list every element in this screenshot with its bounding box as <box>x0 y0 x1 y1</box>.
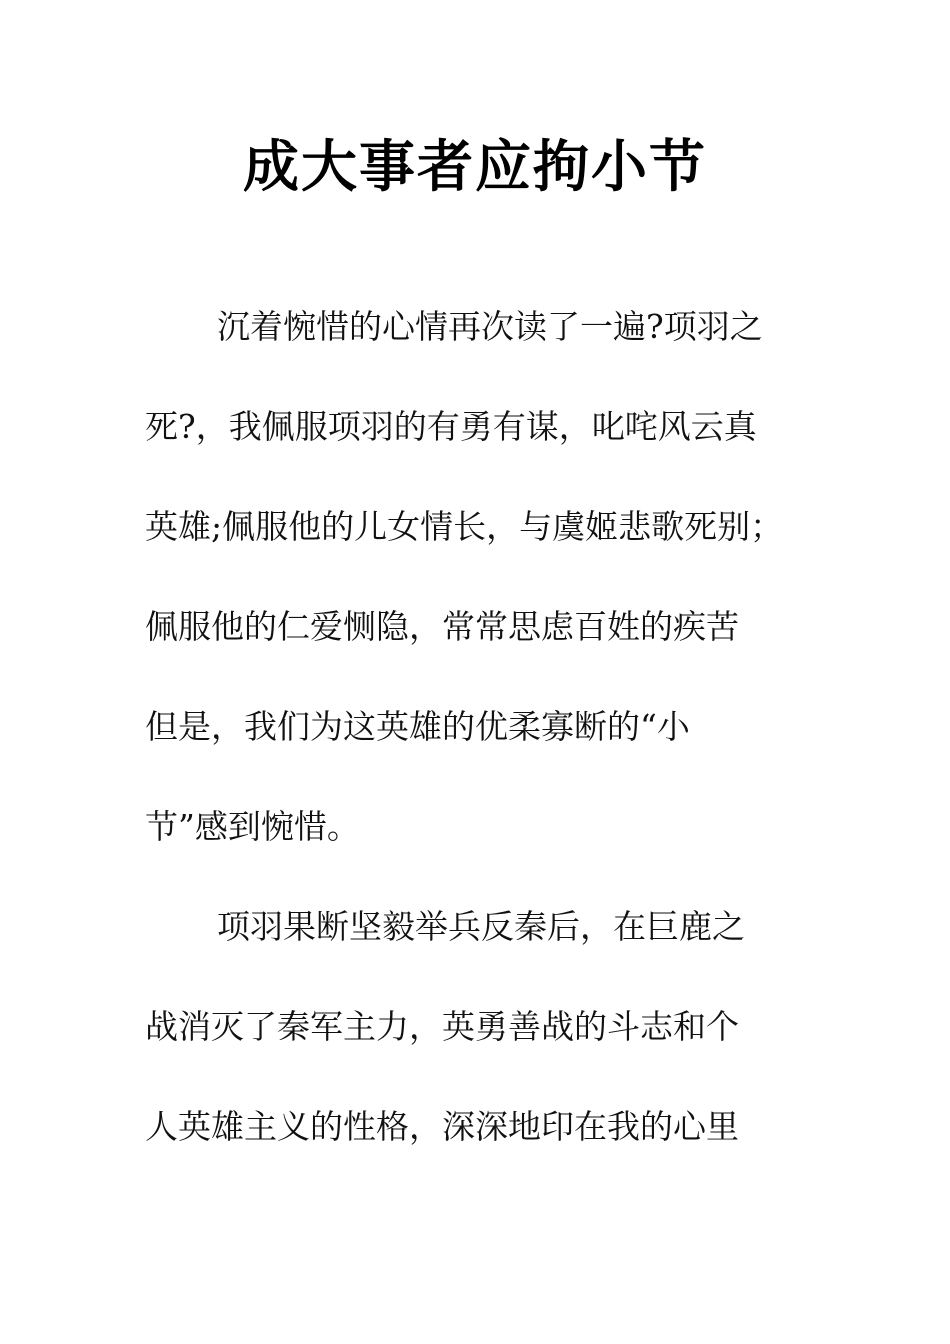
paragraph-line: 项羽果断坚毅举兵反秦后，在巨鹿之 <box>217 907 745 946</box>
paragraph-line: 战消灭了秦军主力，英勇善战的斗志和个 <box>145 1007 739 1046</box>
paragraph-line: 节”感到惋惜。 <box>145 807 360 846</box>
paragraph-line: 死?，我佩服项羽的有勇有谋，叱咤风云真 <box>145 407 757 446</box>
paragraph-line: 英雄;佩服他的儿女情长，与虞姬悲歌死别； <box>145 507 784 546</box>
document-title: 成大事者应拘小节 <box>243 135 707 200</box>
paragraph-line: 沉着惋惜的心情再次读了一遍?项羽之 <box>217 307 763 346</box>
paragraph-line: 但是，我们为这英雄的优柔寡断的“小 <box>145 707 690 746</box>
paragraph-line: 人英雄主义的性格，深深地印在我的心里 <box>145 1107 739 1146</box>
paragraph-line: 佩服他的仁爱恻隐，常常思虑百姓的疾苦 <box>145 607 739 646</box>
